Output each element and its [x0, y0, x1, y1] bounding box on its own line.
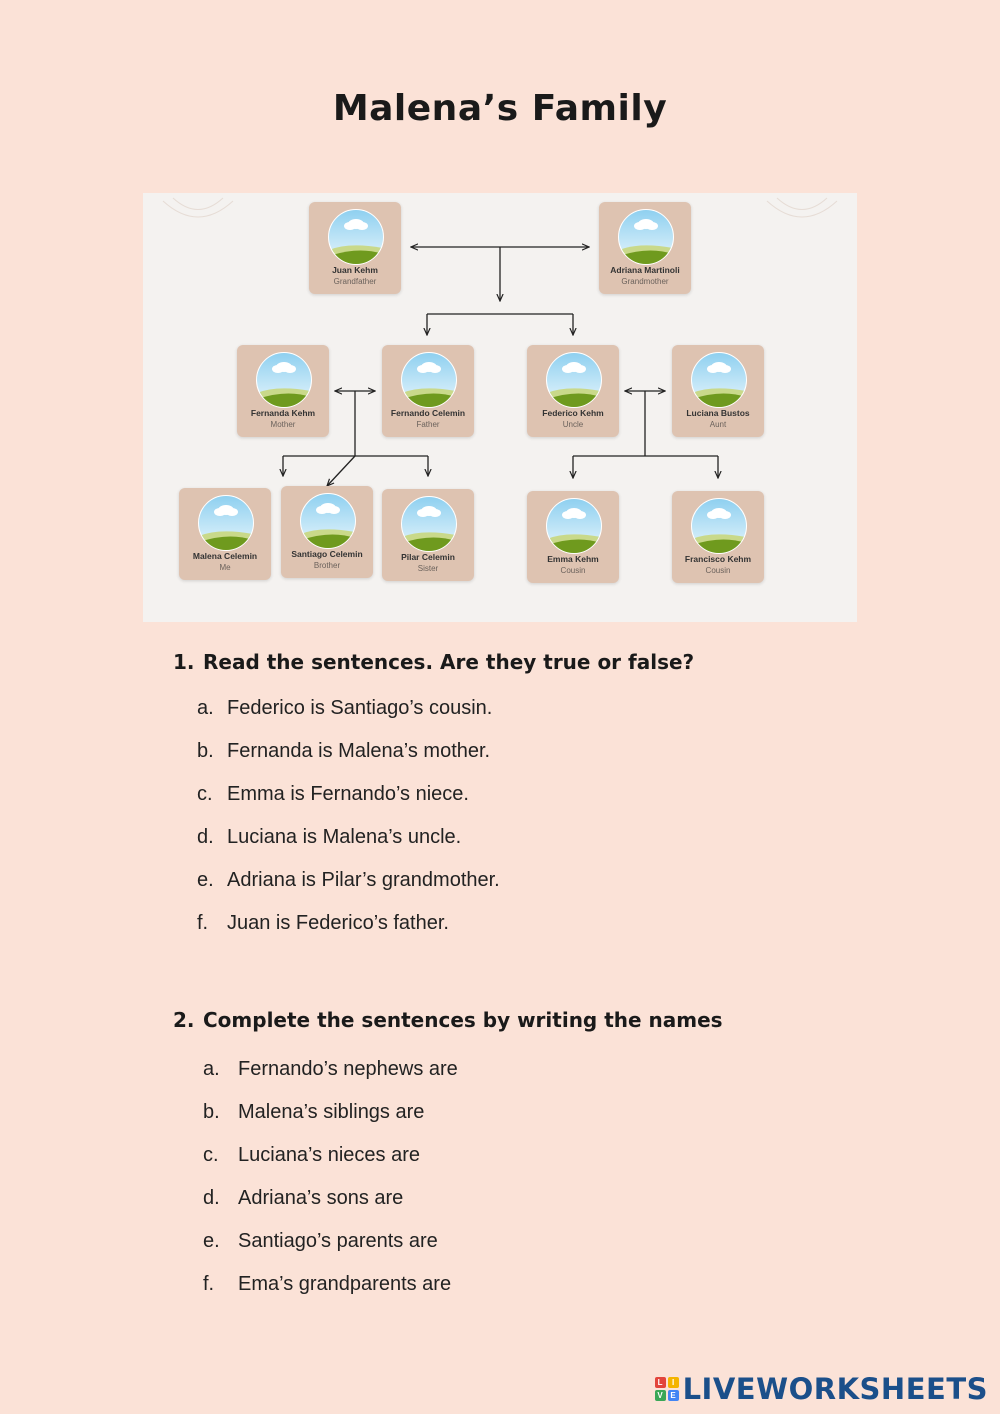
member-name: Malena Celemin [192, 551, 258, 561]
item-text: Adriana is Pilar’s grandmother. [227, 869, 500, 891]
item-letter: c. [203, 1144, 219, 1166]
item-text: Ema’s grandparents are [238, 1273, 452, 1295]
item-letter: b. [203, 1101, 220, 1123]
member-name: Pilar Celemin [401, 552, 455, 562]
member-name: Santiago Celemin [291, 549, 363, 559]
section1-item [197, 740, 490, 763]
member-role: Grandfather [333, 277, 377, 286]
logo-block: V [655, 1390, 666, 1401]
section2-item [203, 1058, 458, 1081]
section2-heading [173, 1008, 723, 1032]
member-role: Cousin [705, 566, 731, 575]
section2-item [203, 1187, 403, 1210]
section2-item [203, 1144, 420, 1167]
member-card-malena [179, 488, 271, 580]
item-letter: f. [197, 912, 209, 934]
photo-placeholder-icon [618, 209, 674, 265]
member-card-pilar [382, 489, 474, 581]
section1-number: 1. [173, 650, 195, 674]
section1-item [197, 783, 469, 806]
member-role: Mother [270, 420, 296, 429]
photo-placeholder-icon [300, 493, 356, 549]
member-role: Grandmother [621, 277, 669, 286]
item-text: Luciana’s nieces are [238, 1144, 420, 1166]
photo-placeholder-icon [691, 498, 747, 554]
member-name: Fernando Celemin [390, 408, 466, 418]
item-letter: e. [197, 869, 214, 891]
section2-item [203, 1101, 424, 1124]
photo-placeholder-icon [256, 352, 312, 408]
section2-item [203, 1230, 438, 1253]
liveworksheets-logo [655, 1372, 988, 1406]
member-card-luciana [672, 345, 764, 437]
member-card-francisco [672, 491, 764, 583]
member-role: Sister [417, 564, 439, 573]
section1-item [197, 697, 492, 720]
item-text: Federico is Santiago’s cousin. [227, 697, 493, 719]
member-name: Fernanda Kehm [250, 408, 316, 418]
page-title: Malena’s Family [332, 88, 668, 129]
member-card-santiago [281, 486, 373, 578]
item-letter: b. [197, 740, 214, 762]
photo-placeholder-icon [328, 209, 384, 265]
member-role: Brother [313, 561, 341, 570]
member-role: Aunt [709, 420, 727, 429]
item-text: Juan is Federico’s father. [227, 912, 449, 934]
item-text: Luciana is Malena’s uncle. [227, 826, 462, 848]
logo-word: LIVEWORKSHEETS [682, 1372, 988, 1406]
item-text: Emma is Fernando’s niece. [227, 783, 469, 805]
item-letter: a. [197, 697, 214, 719]
photo-placeholder-icon [546, 498, 602, 554]
item-text: Fernando’s nephews are [238, 1058, 458, 1080]
section2-item [203, 1273, 451, 1296]
item-text: Malena’s siblings are [238, 1101, 425, 1123]
item-text: Fernanda is Malena’s mother. [227, 740, 491, 762]
member-card-fernando [382, 345, 474, 437]
item-text: Adriana’s sons are [238, 1187, 404, 1209]
item-letter: c. [197, 783, 213, 805]
member-card-federico [527, 345, 619, 437]
member-name: Juan Kehm [332, 265, 378, 275]
item-letter: f. [203, 1273, 215, 1295]
item-letter: e. [203, 1230, 220, 1252]
member-card-adriana [599, 202, 691, 294]
logo-block: I [668, 1377, 679, 1388]
logo-blocks-icon [655, 1377, 679, 1401]
section1-item [197, 869, 500, 892]
member-card-emma [527, 491, 619, 583]
member-name: Francisco Kehm [684, 554, 752, 564]
item-letter: d. [203, 1187, 220, 1209]
member-name: Adriana Martinoli [610, 265, 680, 275]
member-role: Cousin [560, 566, 586, 575]
logo-block: L [655, 1377, 666, 1388]
member-name: Luciana Bustos [686, 408, 750, 418]
member-name: Federico Kehm [542, 408, 604, 418]
section1-title: Read the sentences. Are they true or false? [203, 650, 695, 674]
item-text: Santiago’s parents are [238, 1230, 438, 1252]
member-card-juan [309, 202, 401, 294]
photo-placeholder-icon [401, 496, 457, 552]
member-role: Father [416, 420, 440, 429]
photo-placeholder-icon [401, 352, 457, 408]
section1-item [197, 912, 449, 935]
section1-item [197, 826, 461, 849]
item-letter: a. [203, 1058, 220, 1080]
section2-title: Complete the sentences by writing the names [203, 1008, 723, 1032]
item-letter: d. [197, 826, 214, 848]
member-card-fernanda [237, 345, 329, 437]
section1-heading [173, 650, 694, 674]
logo-block: E [668, 1390, 679, 1401]
photo-placeholder-icon [691, 352, 747, 408]
section2-number: 2. [173, 1008, 195, 1032]
member-role: Uncle [562, 420, 584, 429]
photo-placeholder-icon [546, 352, 602, 408]
photo-placeholder-icon [198, 495, 254, 551]
member-role: Me [219, 563, 231, 572]
member-name: Emma Kehm [547, 554, 599, 564]
